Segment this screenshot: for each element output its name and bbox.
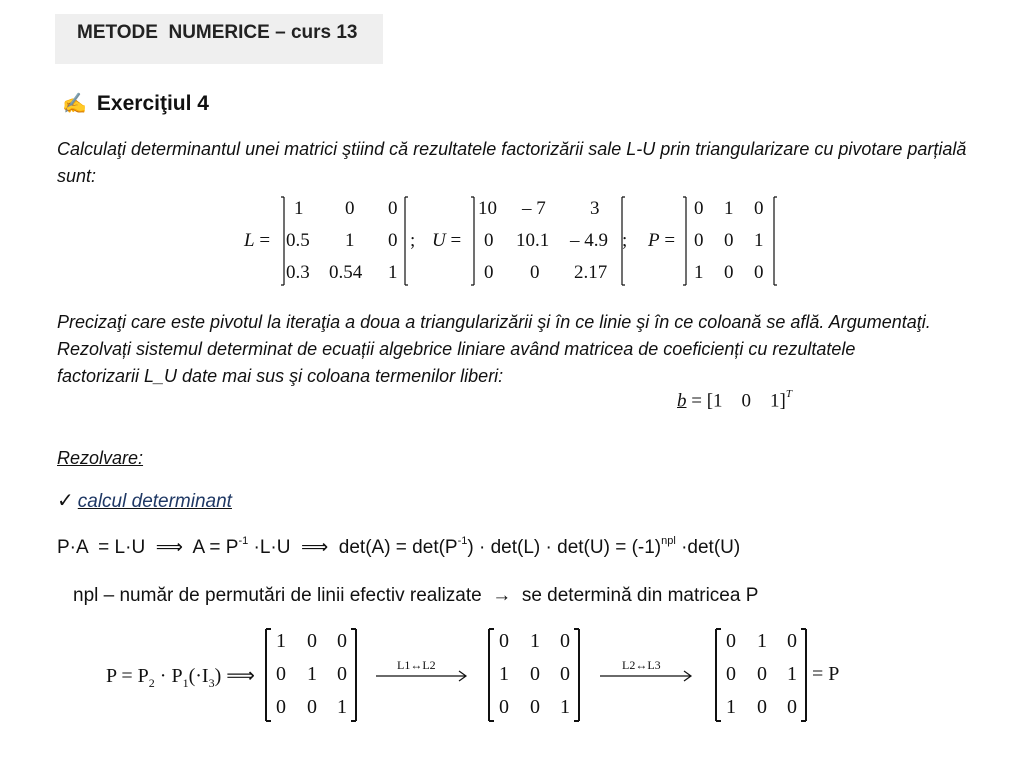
m2-r0c0: 0	[499, 630, 509, 652]
U-left-bracket	[471, 197, 474, 285]
system-task-text: Rezolvați sistemul determinat de ecuații algebrice liniare având matricea de coeficienți cu rezultatele factorizarii L_U date mai sus şi coloana termenilor liberi:	[57, 339, 856, 386]
P-r0c1: 1	[724, 198, 734, 219]
arrow1-line	[376, 671, 466, 681]
m3-r0c1: 1	[757, 630, 767, 652]
slide-title: METODE NUMERICE – curs 13	[77, 22, 358, 43]
m1-r0c0: 1	[276, 630, 286, 652]
m1-r0c2: 0	[337, 630, 347, 652]
m2-r2c2: 1	[560, 696, 570, 718]
m2-r0c1: 1	[530, 630, 540, 652]
m3-r1c2: 1	[787, 663, 797, 685]
matrix-L-label: L =	[244, 230, 271, 251]
m2-r1c2: 0	[560, 663, 570, 685]
arrow2-line	[600, 671, 691, 681]
U-right-bracket	[622, 197, 628, 285]
m3-right-bracket	[801, 629, 806, 721]
m2-r2c1: 0	[530, 696, 540, 718]
m2-left-bracket	[489, 629, 494, 721]
exercise-title: Exerciţiul 4	[96, 92, 209, 115]
m3-r0c0: 0	[726, 630, 736, 652]
P-r1c1: 0	[724, 230, 734, 251]
P-r2c0: 1	[694, 262, 704, 283]
U-r1c1: 10.1	[516, 230, 550, 251]
L-left-bracket	[281, 197, 284, 285]
checkmark-icon: ✓	[57, 490, 74, 512]
m1-r1c0: 0	[276, 663, 286, 685]
arrow2-label: L2↔L3	[622, 658, 661, 672]
problem-statement: Calculaţi determinantul unei matrici ştiind că rezultatele factorizării sale L-U prin triangularizare cu pivotare parțială sunt:	[57, 139, 967, 186]
m1-r1c1: 1	[307, 663, 317, 685]
L-r2c0: 0.3	[286, 262, 310, 283]
m1-r2c0: 0	[276, 696, 286, 718]
L-r2c2: 1	[388, 262, 398, 283]
m2-r1c1: 0	[530, 663, 540, 685]
L-r1c0: 0.5	[286, 230, 310, 251]
U-r1c0: 0	[484, 230, 494, 251]
P-right-bracket	[774, 197, 777, 285]
U-r1c2: – 4.9	[570, 230, 608, 251]
P-r1c2: 1	[754, 230, 764, 251]
solution-heading: Rezolvare:	[57, 448, 144, 468]
matrix-P-label: P =	[648, 230, 676, 251]
P-left-bracket	[683, 197, 686, 285]
m2-r0c2: 0	[560, 630, 570, 652]
P-r1c0: 0	[694, 230, 704, 251]
m1-r2c1: 0	[307, 696, 317, 718]
b-vector: b = [1 0 1]$^T$	[677, 388, 792, 412]
m1-r1c2: 0	[337, 663, 347, 685]
m1-r0c1: 0	[307, 630, 317, 652]
L-r1c2: 0	[388, 230, 398, 251]
m3-left-bracket	[716, 629, 721, 721]
U-r2c1: 0	[530, 262, 540, 283]
m1-r2c2: 1	[337, 696, 347, 718]
U-r0c0: 10	[478, 198, 497, 219]
m3-r1c1: 0	[757, 663, 767, 685]
P-r0c0: 0	[694, 198, 704, 219]
L-r0c1: 0	[345, 198, 355, 219]
m3-r0c2: 0	[787, 630, 797, 652]
permutation-lhs: $P = P_2 \cdot P_1(\cdot I_3)$ ⟹	[106, 665, 255, 690]
P-r2c2: 0	[754, 262, 764, 283]
L-r1c1: 1	[345, 230, 355, 251]
U-r0c1: – 7	[522, 198, 546, 219]
m3-r2c2: 0	[787, 696, 797, 718]
U-r2c0: 0	[484, 262, 494, 283]
P-r0c2: 0	[754, 198, 764, 219]
separator-semicolon: ;	[410, 230, 416, 251]
m3-r2c1: 0	[757, 696, 767, 718]
m3-r2c0: 1	[726, 696, 736, 718]
m1-left-bracket	[266, 629, 271, 721]
m3-r1c0: 0	[726, 663, 736, 685]
m1-right-bracket	[351, 629, 356, 721]
matrix-U-label: U =	[432, 230, 462, 251]
P-r2c1: 0	[724, 262, 734, 283]
step-label: calcul determinant	[77, 491, 232, 512]
permutation-result: = P	[812, 663, 840, 685]
writing-hand-icon: ✍	[62, 93, 87, 115]
separator-semicolon-2: ;	[622, 230, 628, 251]
npl-explanation: npl – număr de permutări de linii efectiv realizate → se determină din matricea P	[73, 585, 759, 606]
m2-right-bracket	[574, 629, 579, 721]
arrow1-label: L1↔L2	[397, 658, 436, 672]
m2-r1c0: 1	[499, 663, 509, 685]
m2-r2c0: 0	[499, 696, 509, 718]
L-r0c0: 1	[294, 198, 304, 219]
L-r2c1: 0.54	[329, 262, 363, 283]
U-r0c2: 3	[590, 198, 600, 219]
U-r2c2: 2.17	[574, 262, 608, 283]
question-text: Precizaţi care este pivotul la iteraţia a doua a triangularizării şi în ce linie şi în ce coloană se află. Argumentaţi.	[57, 312, 931, 332]
determinant-formula: P·A = L·U ⟹ $A = P^{-1} \cdot L\cdot U$ ⟹ $\det(A) = \det(P^{-1}) \cdot \det(L) \cdot \det(U) = (-1)^{npl} \cdot\det(U)$	[57, 534, 741, 558]
L-right-bracket	[405, 197, 408, 285]
L-r0c2: 0	[388, 198, 398, 219]
